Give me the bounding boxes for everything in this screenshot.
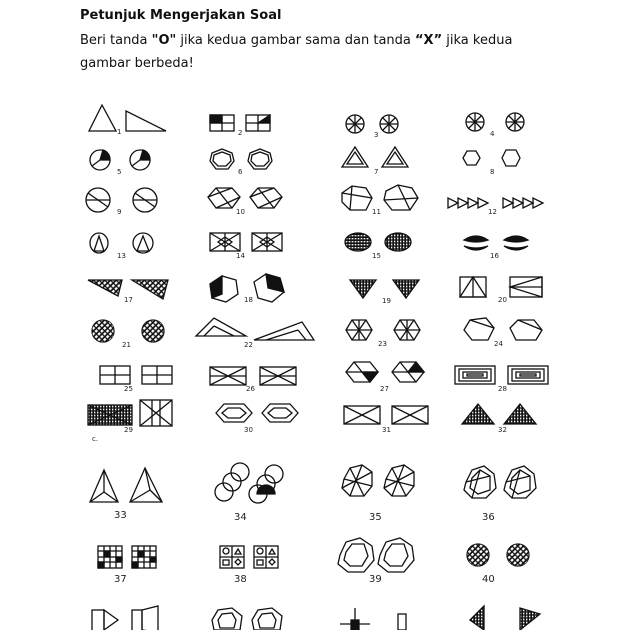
item-number: 14: [236, 252, 245, 260]
item-number: 31: [382, 426, 391, 434]
item-number: 15: [372, 252, 381, 260]
item-41-figure-partial: [92, 606, 158, 630]
item-5-figure: [90, 150, 150, 170]
item-33-figure: [90, 468, 162, 502]
item-number: 6: [238, 168, 243, 176]
item-number: 9: [117, 208, 122, 216]
item-number: 22: [244, 341, 253, 349]
item-number: 33: [114, 510, 127, 521]
item-40-figure: [467, 544, 529, 566]
item-35-figure: [342, 465, 414, 496]
item-number: 32: [498, 426, 507, 434]
item-number: 10: [236, 208, 245, 216]
item-number: 38: [234, 574, 247, 585]
item-numbers: [92, 128, 507, 585]
item-number: 23: [378, 340, 387, 348]
item-32-figure: [462, 404, 536, 424]
item-21-figure: [92, 320, 164, 342]
item-19-figure: [350, 280, 419, 298]
item-number: 39: [369, 574, 382, 585]
item-39-figure: [338, 538, 414, 572]
mark-same: "O": [151, 33, 177, 48]
item-number: 8: [490, 168, 495, 176]
item-6-figure: [210, 149, 272, 169]
item-42-figure-partial: [212, 608, 282, 630]
item-3-figure: [346, 115, 398, 133]
item-number: 29: [124, 426, 133, 434]
item-24-figure: [464, 318, 542, 340]
item-12-figure: [448, 198, 543, 208]
item-number: 1: [117, 128, 122, 136]
item-number: 24: [494, 340, 503, 348]
item-number: 2: [238, 129, 243, 137]
item-31-figure: [344, 406, 428, 424]
item-43-figure-partial: [340, 608, 406, 630]
stray-mark: c.: [92, 435, 99, 443]
item-number: 37: [114, 574, 127, 585]
item-number: 35: [369, 512, 382, 523]
item-11-figure: [342, 185, 418, 210]
item-number: 18: [244, 296, 253, 304]
item-10-figure: [208, 188, 282, 208]
item-23-figure: [346, 320, 420, 340]
item-26-figure: [210, 367, 296, 385]
item-number: 7: [374, 168, 379, 176]
item-20-figure: [460, 277, 542, 297]
item-38-figure: [220, 546, 278, 568]
item-22-figure: [196, 318, 314, 340]
instructions-suffix: jika kedua: [442, 33, 513, 48]
item-number: 40: [482, 574, 495, 585]
item-number: 28: [498, 385, 507, 393]
item-number: 5: [117, 168, 122, 176]
item-number: 11: [372, 208, 381, 216]
item-number: 17: [124, 296, 133, 304]
item-34-figure: [215, 463, 283, 503]
item-number: 12: [488, 208, 497, 216]
item-number: 19: [382, 297, 391, 305]
item-number: 20: [498, 296, 507, 304]
instructions-title: Petunjuk Mengerjakan Soal: [80, 8, 282, 23]
item-number: 26: [246, 385, 255, 393]
item-36-figure: [464, 466, 536, 498]
item-16-figure: [464, 236, 528, 250]
instructions-mid: jika kedua gambar sama dan tanda: [176, 33, 416, 48]
item-29-figure: [88, 400, 172, 426]
item-25-figure: [100, 366, 172, 384]
item-number: 16: [490, 252, 499, 260]
item-37-figure: [98, 546, 156, 568]
item-number: 4: [490, 130, 495, 138]
item-8-figure: [463, 150, 520, 166]
item-number: 30: [244, 426, 253, 434]
instructions-line-2: gambar berbeda!: [80, 56, 194, 71]
item-number: 36: [482, 512, 495, 523]
item-number: 34: [234, 512, 247, 523]
item-13-figure: [90, 233, 153, 253]
item-number: 13: [117, 252, 126, 260]
item-27-figure: [346, 362, 424, 382]
item-number: 27: [380, 385, 389, 393]
item-4-figure: [466, 113, 524, 131]
item-15-figure: [345, 233, 411, 251]
item-number: 3: [374, 131, 379, 139]
item-number: 21: [122, 341, 131, 349]
item-7-figure: [342, 147, 408, 167]
instructions-prefix: Beri tanda: [80, 33, 152, 48]
item-44-figure-partial: [470, 606, 540, 630]
item-30-figure: [216, 404, 298, 422]
item-28-figure: [455, 366, 548, 384]
item-number: 25: [124, 385, 133, 393]
item-14-figure: [210, 233, 282, 251]
item-1-figure: [89, 105, 166, 131]
mark-different: “X”: [415, 33, 443, 48]
item-9-figure: [86, 188, 157, 212]
